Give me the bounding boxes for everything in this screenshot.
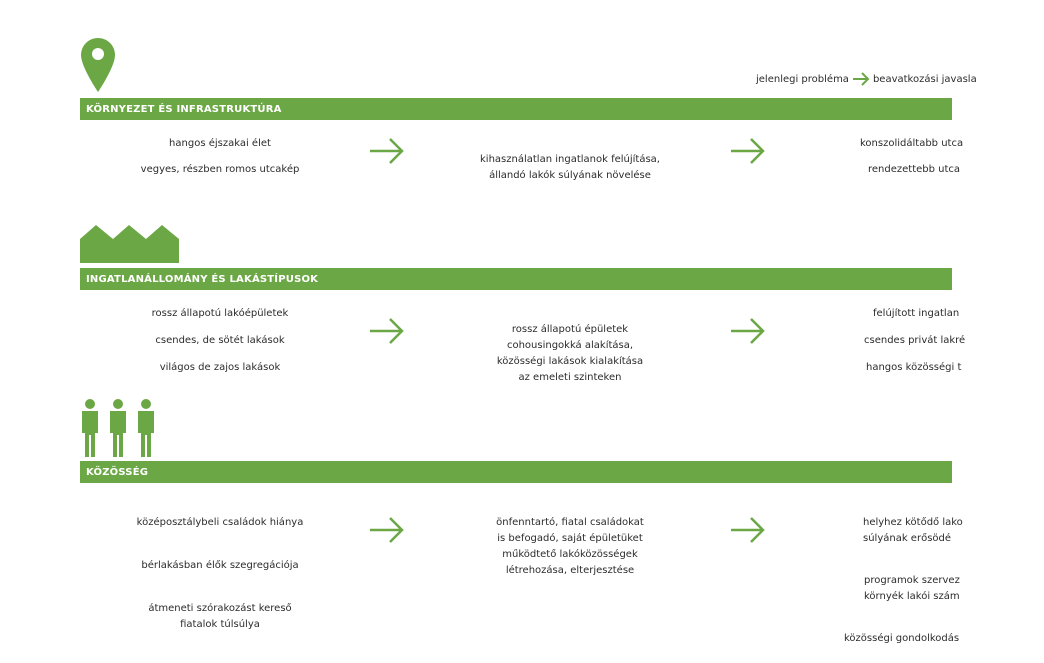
proposal-column-environment [460,136,680,200]
people-icon [80,399,157,457]
legend [756,72,977,86]
problem-item: világos de zajos lakások [159,362,281,373]
result-item: konszolidáltabb utca [860,138,964,149]
proposal-column-community [460,499,680,595]
legend-arrow-icon [852,72,870,86]
problems-column-community [120,499,320,649]
problem-item: hangos éjszakai élet [169,138,271,149]
result-item: rendezettebb utca [868,164,961,175]
arrow-right-icon [730,317,766,345]
proposal-item: rossz állapotú épületek cohousingokká alakítása, közösségi lakások kialakítása az emeleti szinteken [496,324,644,383]
section-title: KÖRNYEZET ÉS INFRASTRUKTÚRA [86,103,282,115]
problem-item: rossz állapotú lakóépületek [151,308,289,319]
problem-item: átmeneti szórakozást kereső fiatalok túlsúlya [148,603,292,630]
result-item: helyhez kötődő lako súlyának erősödé [863,517,963,544]
problem-item: középosztálybeli családok hiánya [136,517,304,528]
section-bar-environment [80,98,952,120]
result-item: közösségi gondolkodás [844,633,960,644]
arrow-right-icon [369,317,405,345]
section-title: INGATLANÁLLOMÁNY ÉS LAKÁSTÍPUSOK [86,273,319,285]
arrow-right-icon [369,137,405,165]
legend-to-label: beavatkozási javasla [872,73,977,85]
results-column-housing [864,306,1044,376]
legend-from-label: jelenlegi probléma [756,73,849,85]
arrow-right-icon [730,137,766,165]
problem-item: bérlakásban élők szegregációja [141,560,299,571]
result-item: programok szervez környék lakói szám [864,575,960,602]
result-item: csendes privát lakré [864,335,966,346]
proposal-item: kihasználatlan ingatlanok felújítása, állandó lakók súlyának növelése [480,154,660,181]
problems-column-housing [130,306,310,376]
problems-column-environment [130,136,310,178]
result-item: hangos közösségi t [866,362,962,373]
section-bar-housing [80,268,952,290]
location-pin-icon [81,38,115,92]
problem-item: csendes, de sötét lakások [155,335,285,346]
factory-icon [80,225,179,263]
proposal-item: önfenntartó, fiatal családokat is befogadó, saját épületüket működtető lakóközösségek létrehozása, elterjesztése [496,517,644,576]
results-column-environment [860,136,1040,178]
proposal-column-housing [460,306,680,402]
results-column-community [844,499,964,663]
section-bar-community [80,461,952,483]
arrow-right-icon [369,516,405,544]
section-title: KÖZÖSSÉG [86,466,149,478]
arrow-right-icon [730,516,766,544]
problem-item: vegyes, részben romos utcakép [140,164,300,175]
result-item: felújított ingatlan [873,308,960,319]
